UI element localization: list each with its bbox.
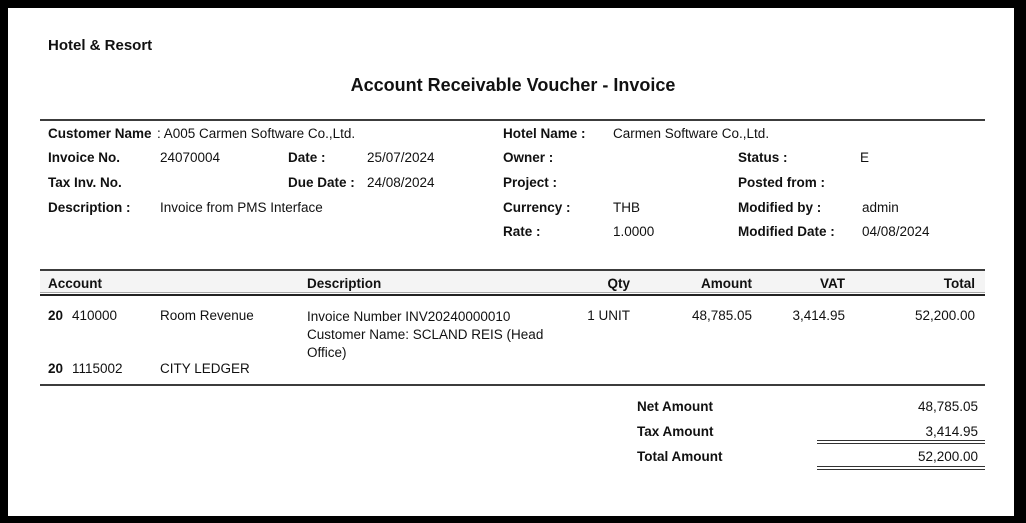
table-header-bottom-rule-light [40, 292, 985, 293]
invoice-no-value: 24070004 [160, 150, 221, 165]
tax-amount-label: Tax Amount [637, 424, 714, 439]
row1-account-code: 410000 [72, 308, 118, 323]
rate-value: 1.0000 [613, 224, 655, 239]
due-date-value: 24/08/2024 [367, 175, 435, 190]
col-header-vat: VAT [820, 276, 845, 291]
hotel-name-label: Hotel Name : [503, 126, 586, 141]
row2-account-code: 1115002 [72, 361, 123, 376]
modified-by-value: admin [862, 200, 899, 215]
table-header-bottom-rule-dark [40, 294, 985, 296]
customer-name-value: : A005 Carmen Software Co.,Ltd. [157, 126, 356, 141]
row1-description-line1: Invoice Number INV20240000010 [307, 309, 511, 324]
company-name: Hotel & Resort [48, 37, 153, 54]
total-amount-value: 52,200.00 [917, 449, 978, 464]
total-amount-top-rule [817, 440, 985, 444]
owner-label: Owner : [503, 150, 554, 165]
col-header-qty: Qty [607, 276, 630, 291]
header-top-rule [40, 119, 985, 121]
col-header-description: Description [307, 276, 382, 291]
row2-dept: 20 [48, 361, 64, 376]
net-amount-label: Net Amount [637, 399, 713, 414]
currency-label: Currency : [503, 200, 571, 215]
row1-description [307, 308, 547, 362]
row1-description-line2: Customer Name: SCLAND REIS (Head Office) [307, 327, 544, 360]
total-amount-label: Total Amount [637, 449, 723, 464]
row2-account-name: CITY LEDGER [160, 361, 250, 376]
posted-from-label: Posted from : [738, 175, 826, 190]
col-header-amount: Amount [701, 276, 752, 291]
col-header-account: Account [48, 276, 102, 291]
hotel-name-value: Carmen Software Co.,Ltd. [613, 126, 770, 141]
project-label: Project : [503, 175, 558, 190]
row1-vat: 3,414.95 [792, 308, 845, 323]
status-label: Status : [738, 150, 788, 165]
row1-amount: 48,785.05 [691, 308, 752, 323]
row1-dept: 20 [48, 308, 64, 323]
date-value: 25/07/2024 [367, 150, 435, 165]
status-value: E [860, 150, 870, 165]
currency-value: THB [613, 200, 640, 215]
tax-amount-value: 3,414.95 [925, 424, 978, 439]
date-label: Date : [288, 150, 326, 165]
row1-total: 52,200.00 [914, 308, 975, 323]
tax-inv-label: Tax Inv. No. [48, 175, 122, 190]
modified-by-label: Modified by : [738, 200, 822, 215]
page-title: Account Receivable Voucher - Invoice [350, 75, 676, 95]
due-date-label: Due Date : [288, 175, 355, 190]
rate-label: Rate : [503, 224, 541, 239]
description-value: Invoice from PMS Interface [160, 200, 323, 215]
row1-account-name: Room Revenue [160, 308, 254, 323]
row1-qty: 1 UNIT [587, 308, 630, 323]
modified-date-value: 04/08/2024 [862, 224, 930, 239]
col-header-total: Total [943, 276, 975, 291]
description-label: Description : [48, 200, 131, 215]
table-bottom-rule [40, 384, 985, 386]
net-amount-value: 48,785.05 [917, 399, 978, 414]
customer-name-label: Customer Name [48, 126, 152, 141]
total-amount-bottom-rule [817, 466, 985, 470]
invoice-no-label: Invoice No. [48, 150, 121, 165]
table-top-rule [40, 269, 985, 271]
modified-date-label: Modified Date : [738, 224, 835, 239]
